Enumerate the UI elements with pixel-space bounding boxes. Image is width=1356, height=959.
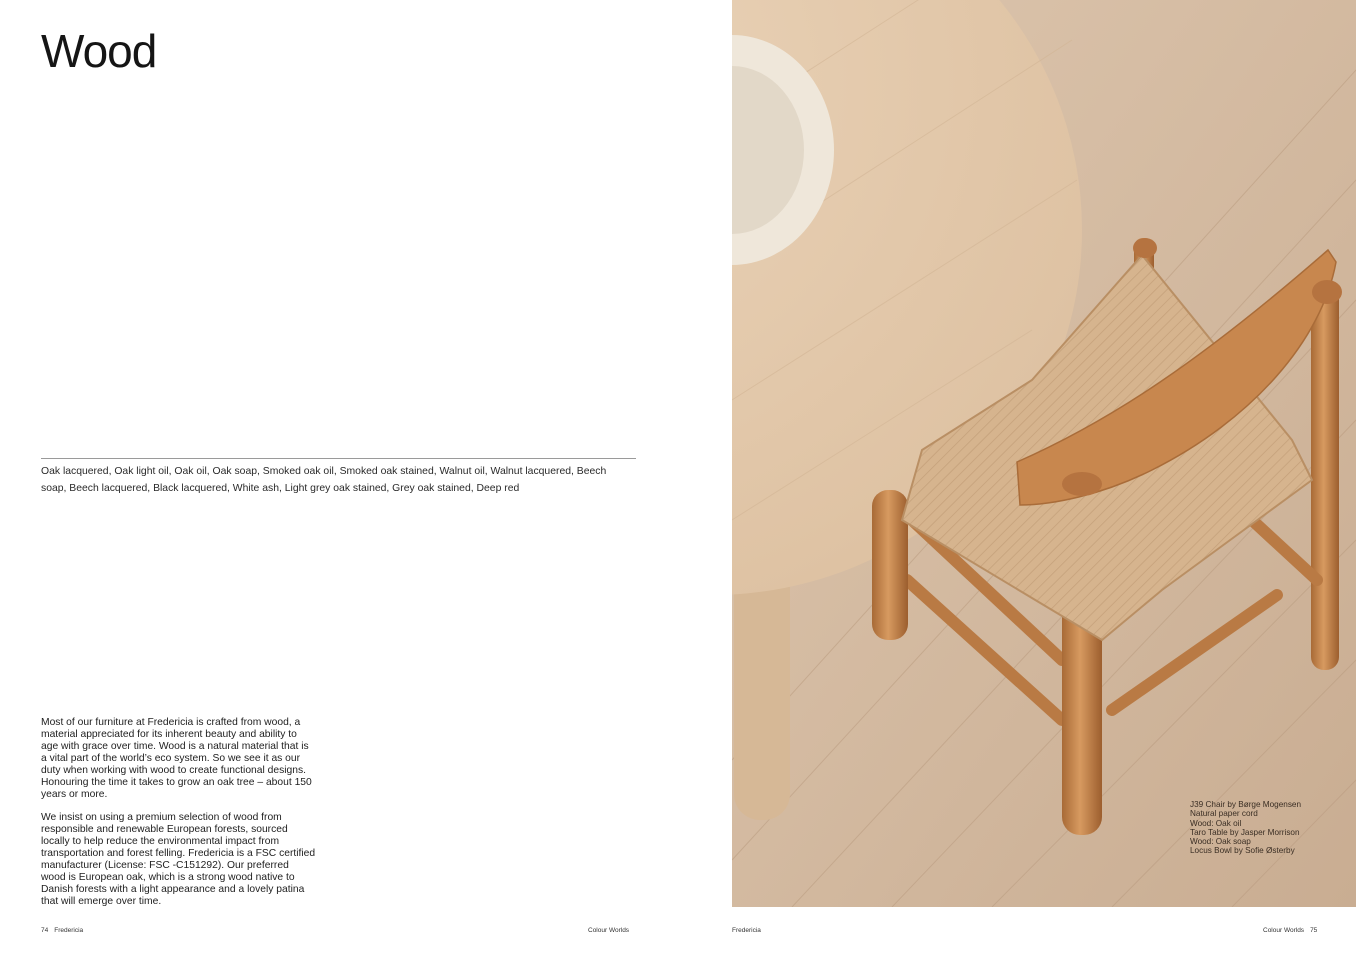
finishes-list: Oak lacquered, Oak light oil, Oak oil, Oak soap, Smoked oak oil, Smoked oak stained, Walnut oil, Walnut lacquered, Beech soap, Beech lacquered, Black lacquered, White ash, Light grey oak stained, Grey oak stained, Deep red (41, 466, 607, 494)
divider-rule (41, 458, 636, 459)
footer-section-label: Colour Worlds (588, 927, 630, 934)
chair-post-top-front (1062, 472, 1102, 496)
footer-section-label: Colour Worlds (1263, 927, 1305, 934)
body-text (41, 717, 316, 919)
body-paragraph: Most of our furniture at Fredericia is crafted from wood, a material appreciated for its inherent beauty and ability to age with grace over time. Wood is a natural material that is a vital part of the world’s eco system. So we see it as our duty when working with wood to create functional designs. Honouring the time it takes to grow an oak tree – about 150 years or more. (41, 717, 312, 800)
caption-line: Wood: Oak soap (1190, 837, 1251, 847)
table-leg (734, 560, 790, 820)
footer-right (1263, 927, 1323, 934)
caption-line: Wood: Oak oil (1190, 818, 1242, 828)
photo-illustration (732, 0, 1356, 907)
chair-rear-leg-right (1311, 285, 1339, 670)
page-title: Wood (41, 25, 157, 77)
footer-brand: Fredericia (732, 927, 761, 934)
caption-line: Locus Bowl by Sofie Østerby (1190, 846, 1295, 856)
page-number: 75 (1310, 927, 1318, 934)
footer-right-brand (732, 927, 767, 934)
footer-section (588, 927, 635, 934)
footer-brand: Fredericia (54, 927, 84, 934)
body-paragraph: We insist on using a premium selection of wood from responsible and renewable European forests, sourced locally to help reduce the environmental impact from transportation and forest felling. Fredericia is a FSC certified manufacturer (License: FSC -C151292). Our preferred wood is European oak, which is a strong wood native to Danish forests with a light appearance and a lovely patina that will emerge over time. (41, 812, 316, 907)
caption-line: Natural paper cord (1190, 809, 1258, 819)
caption-line: Taro Table by Jasper Morrison (1190, 827, 1300, 837)
caption-line: J39 Chair by Børge Mogensen (1190, 800, 1302, 809)
product-photo (732, 0, 1356, 907)
chair-post-top-right (1312, 280, 1342, 304)
photo-caption (1190, 800, 1350, 856)
chair-post-top-left (1133, 238, 1157, 258)
chair-front-leg-left (872, 490, 908, 640)
page-number: 74 (41, 927, 49, 934)
footer-left (41, 927, 89, 934)
